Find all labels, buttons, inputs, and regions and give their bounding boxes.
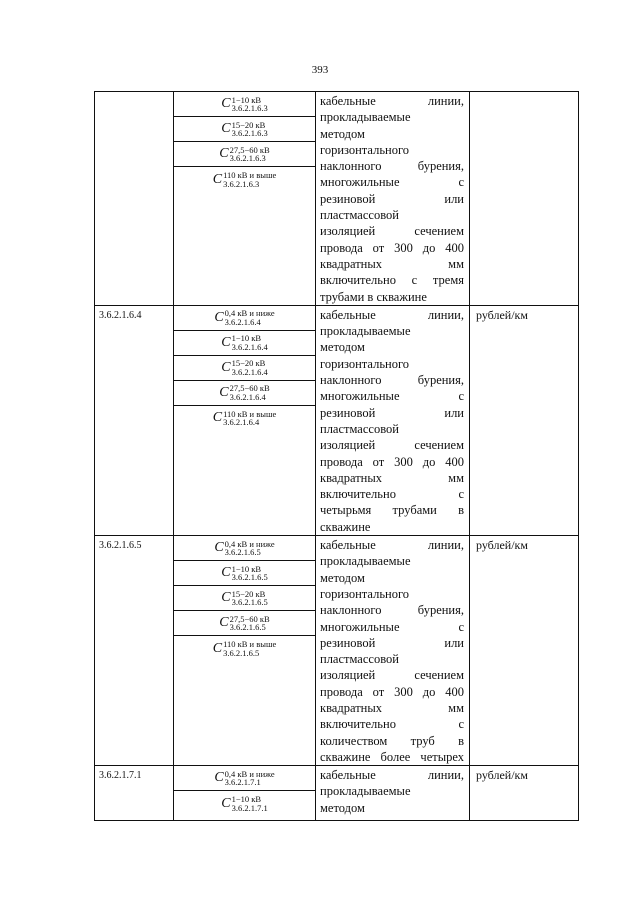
formula: C 1−10 кВ 3.6.2.1.6.3 — [221, 94, 268, 113]
description-line: методом — [320, 800, 365, 815]
formula: C 15−20 кВ 3.6.2.1.6.4 — [221, 358, 268, 377]
description-line: изоляцией сечением — [320, 438, 464, 453]
description-line: горизонтального — [320, 586, 410, 601]
table-row — [95, 766, 579, 821]
table-row — [95, 92, 579, 306]
description-line: количеством труб в — [320, 733, 464, 748]
row-unit: рублей/км — [470, 536, 579, 766]
formula: C 0,4 кВ и ниже 3.6.2.1.7.1 — [214, 768, 275, 788]
description-line: кабельные линии, — [320, 94, 464, 108]
description-line: резиновой или — [320, 405, 464, 420]
formula-column — [174, 305, 316, 535]
formula-cell — [174, 331, 315, 356]
rates-table — [94, 91, 579, 821]
description-line: наклонного бурения, — [320, 603, 464, 618]
description-line: прокладываемые — [320, 784, 411, 799]
description-line: методом — [320, 570, 365, 585]
description-line: наклонного бурения, — [320, 159, 464, 174]
formula: C 0,4 кВ и ниже 3.6.2.1.6.5 — [214, 538, 275, 558]
description-line: многожильные с — [320, 175, 464, 190]
formula-cell — [174, 92, 315, 117]
description-line: включительно с — [320, 487, 464, 502]
description-line: пластмассовой — [320, 208, 399, 223]
description-line: прокладываемые — [320, 324, 411, 339]
description-line: наклонного бурения, — [320, 373, 464, 388]
formula-cell — [174, 406, 315, 431]
description-line: многожильные с — [320, 389, 464, 404]
table-row — [95, 536, 579, 766]
formula: C 1−10 кВ 3.6.2.1.6.4 — [221, 333, 268, 352]
description-line: включительно с — [320, 717, 464, 732]
description-line: кабельные линии, — [320, 768, 464, 783]
description-line: кабельные линии, — [320, 307, 464, 322]
row-unit: рублей/км — [470, 766, 579, 821]
row-description — [316, 305, 470, 535]
row-code: 3.6.2.1.6.4 — [95, 305, 174, 535]
description-line: горизонтального — [320, 142, 410, 157]
formula: C 27,5−60 кВ 3.6.2.1.6.4 — [219, 383, 270, 402]
formula-column — [174, 92, 316, 306]
description-line: кабельные линии, — [320, 538, 464, 553]
description-line: многожильные с — [320, 619, 464, 634]
description-line: прокладываемые — [320, 110, 411, 125]
row-code — [95, 92, 174, 306]
formula-cell — [174, 381, 315, 406]
formula-cell — [174, 611, 315, 636]
description-line: провода от 300 до 400 — [320, 454, 464, 469]
description-line: провода от 300 до 400 — [320, 684, 464, 699]
description-line: трубами в скважине — [320, 289, 427, 304]
description-line: изоляцией сечением — [320, 224, 464, 239]
formula-column — [174, 766, 316, 821]
formula-column — [174, 536, 316, 766]
description-line: горизонтального — [320, 356, 410, 371]
formula-cell — [174, 142, 315, 167]
formula: C 15−20 кВ 3.6.2.1.6.5 — [221, 588, 268, 608]
row-code: 3.6.2.1.7.1 — [95, 766, 174, 821]
formula: C 27,5−60 кВ 3.6.2.1.6.5 — [219, 613, 270, 633]
row-unit — [470, 92, 579, 306]
description-line: изоляцией сечением — [320, 668, 464, 683]
description-line: квадратных мм — [320, 700, 464, 715]
row-unit: рублей/км — [470, 305, 579, 535]
formula-cell — [174, 766, 315, 791]
formula: C 1−10 кВ 3.6.2.1.7.1 — [221, 794, 268, 813]
formula: C 110 кВ и выше 3.6.2.1.6.4 — [212, 408, 277, 428]
description-line: методом — [320, 126, 365, 141]
formula-cell — [174, 536, 315, 561]
description-line: скважине более четырех — [320, 749, 464, 764]
formula: C 15−20 кВ 3.6.2.1.6.3 — [221, 119, 268, 138]
formula-cell — [174, 117, 315, 142]
formula: C 1−10 кВ 3.6.2.1.6.5 — [221, 563, 268, 583]
description-line: квадратных мм — [320, 470, 464, 485]
row-description — [316, 766, 470, 821]
description-line: резиновой или — [320, 635, 464, 650]
formula: C 0,4 кВ и ниже 3.6.2.1.6.4 — [214, 308, 275, 327]
description-line: включительно с тремя — [320, 273, 464, 288]
formula: C 110 кВ и выше 3.6.2.1.6.3 — [212, 170, 277, 189]
description-line: пластмассовой — [320, 421, 399, 436]
formula-cell — [174, 561, 315, 586]
description-line: методом — [320, 340, 365, 355]
formula-cell — [174, 636, 315, 661]
formula: C 27,5−60 кВ 3.6.2.1.6.3 — [219, 144, 270, 163]
description-line: пластмассовой — [320, 652, 399, 667]
formula-cell — [174, 791, 315, 816]
row-code: 3.6.2.1.6.5 — [95, 536, 174, 766]
description-line: резиновой или — [320, 191, 464, 206]
row-description — [316, 536, 470, 766]
formula-cell — [174, 356, 315, 381]
formula-cell — [174, 306, 315, 331]
description-line: прокладываемые — [320, 554, 411, 569]
description-line: провода от 300 до 400 — [320, 240, 464, 255]
description-line: скважине — [320, 519, 371, 534]
description-line: квадратных мм — [320, 256, 464, 271]
row-description — [316, 92, 470, 306]
formula: C 110 кВ и выше 3.6.2.1.6.5 — [212, 639, 277, 658]
page-number: 393 — [311, 64, 329, 76]
formula-cell — [174, 586, 315, 611]
table-row — [95, 305, 579, 535]
formula-cell — [174, 167, 315, 192]
description-line: четырьмя трубами в — [320, 503, 464, 518]
